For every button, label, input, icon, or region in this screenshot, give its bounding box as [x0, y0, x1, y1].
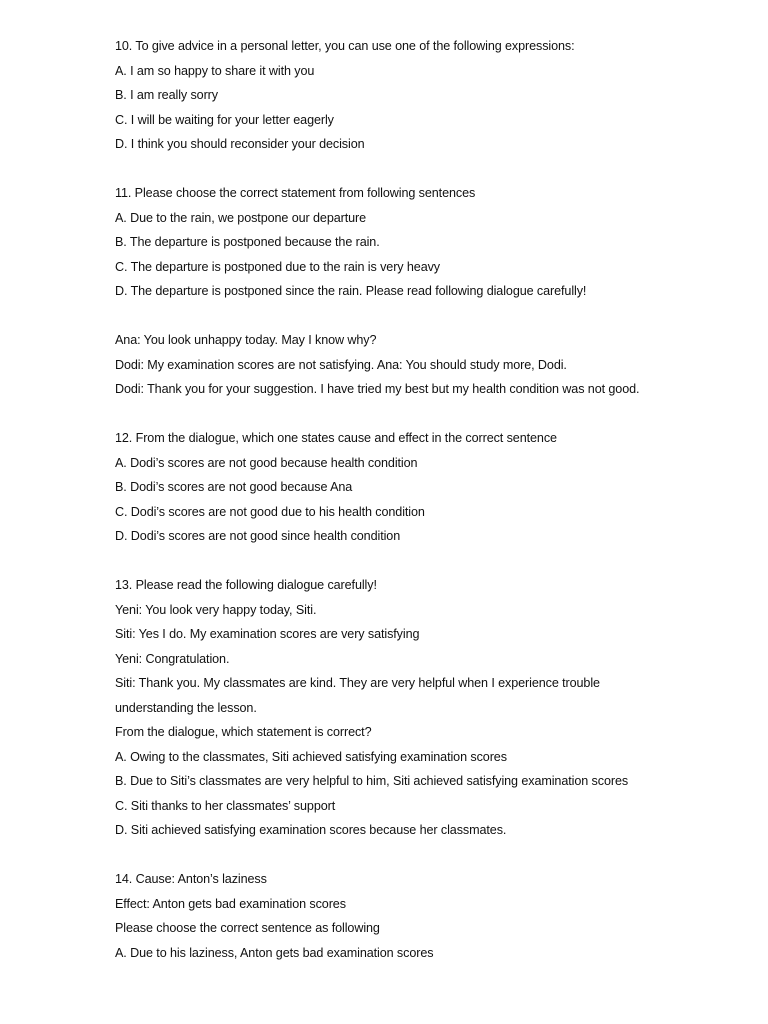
question-12-option-a: A. Dodi’s scores are not good because health condition [115, 455, 418, 470]
dialogue-ana-dodi [115, 328, 755, 402]
question-12-option-b: B. Dodi’s scores are not good because Ana [115, 480, 353, 494]
question-13-option-a: A. Owing to the classmates, Siti achieved satisfying examination scores [115, 749, 507, 764]
question-10-option-a: A. I am so happy to share it with you [115, 63, 315, 78]
question-10-text: 10. To give advice in a personal letter, you can use one of the following expressions: [115, 39, 575, 53]
paragraph-gap [115, 549, 755, 574]
dialogue-line: Yeni: You look very happy today, Siti. [115, 602, 317, 617]
dialogue-line: Ana: You look unhappy today. May I know why? [115, 333, 377, 347]
question-10 [115, 34, 755, 157]
question-11 [115, 181, 755, 304]
question-14-effect: Effect: Anton gets bad examination scores [115, 896, 346, 911]
question-10-option-d: D. I think you should reconsider your decision [115, 137, 365, 151]
dialogue-line: Dodi: Thank you for your suggestion. I have tried my best but my health condition was not good. [115, 382, 640, 396]
question-12-option-c: C. Dodi’s scores are not good due to his health condition [115, 504, 425, 519]
question-10-option-c: C. I will be waiting for your letter eagerly [115, 112, 334, 127]
question-13-intro: 13. Please read the following dialogue carefully! [115, 578, 377, 592]
paragraph-gap [115, 157, 755, 182]
question-12-option-d: D. Dodi’s scores are not good since health condition [115, 529, 401, 543]
question-14-text: Please choose the correct sentence as following [115, 921, 380, 935]
dialogue-line: Siti: Thank you. My classmates are kind. They are very helpful when I experience trouble [115, 676, 600, 690]
document-page [115, 34, 755, 965]
question-13-text: From the dialogue, which statement is correct? [115, 725, 372, 739]
question-11-option-b: B. The departure is postponed because the rain. [115, 235, 380, 249]
paragraph-gap [115, 402, 755, 427]
dialogue-line: understanding the lesson. [115, 700, 257, 715]
question-11-text: 11. Please choose the correct statement from following sentences [115, 186, 476, 200]
question-13-option-c: C. Siti thanks to her classmates’ support [115, 798, 336, 813]
paragraph-gap [115, 304, 755, 329]
dialogue-line: Yeni: Congratulation. [115, 651, 230, 666]
dialogue-line: Siti: Yes I do. My examination scores are very satisfying [115, 627, 420, 641]
question-14-option-a: A. Due to his laziness, Anton gets bad examination scores [115, 945, 434, 960]
question-14 [115, 867, 755, 965]
question-14-cause: 14. Cause: Anton’s laziness [115, 872, 267, 886]
question-11-option-d: D. The departure is postponed since the rain. Please read following dialogue carefully! [115, 284, 587, 298]
question-13 [115, 573, 755, 843]
question-10-option-b: B. I am really sorry [115, 88, 218, 102]
paragraph-gap [115, 843, 755, 868]
question-12-text: 12. From the dialogue, which one states cause and effect in the correct sentence [115, 431, 557, 445]
question-11-option-a: A. Due to the rain, we postpone our departure [115, 210, 367, 225]
question-11-option-c: C. The departure is postponed due to the rain is very heavy [115, 259, 440, 274]
question-12 [115, 426, 755, 549]
dialogue-line: Dodi: My examination scores are not satisfying. Ana: You should study more, Dodi. [115, 357, 567, 372]
question-13-option-b: B. Due to Siti’s classmates are very helpful to him, Siti achieved satisfying examination scores [115, 774, 629, 788]
question-13-option-d: D. Siti achieved satisfying examination scores because her classmates. [115, 823, 507, 837]
